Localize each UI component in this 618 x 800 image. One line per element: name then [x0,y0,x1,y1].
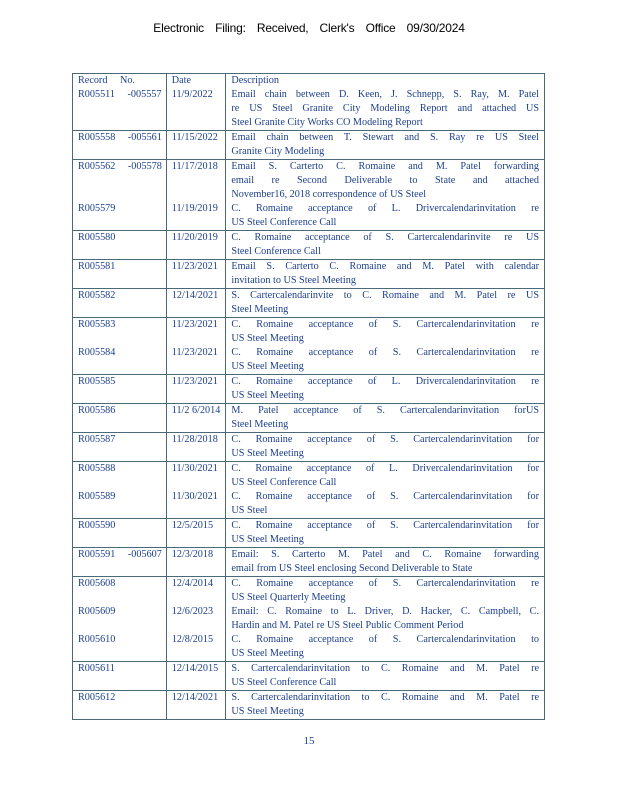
description-line: Granite City Modeling [231,146,325,157]
record-number: R005587 [78,434,116,445]
records-table [72,73,545,720]
description-cell [226,375,545,404]
column-header-description: Description [231,75,279,86]
description-line: re US Steel Granite City Modeling Report and attached US [231,103,539,114]
record-date: 12/6/2023 [171,606,214,617]
description-cell [226,577,545,662]
record-date: 12/14/2021 [171,290,219,301]
spacer [78,447,161,461]
description-line: US Steel Meeting [231,448,304,459]
spacer [78,360,161,374]
record-number: R005608 [78,578,116,589]
record-number: R005590 [78,520,116,531]
record-date: 11/9/2022 [171,89,213,100]
description-line: Steel Granite City Works CO Modeling Report [231,117,423,128]
column-header-record: Record No. [78,75,135,86]
description-line: email from US Steel enclosing Second Deliverable to State [231,563,473,574]
spacer [172,116,221,130]
description-cell [226,131,545,160]
table-row [73,289,545,318]
record-cell [73,548,167,577]
spacer [172,676,221,690]
column-header-date: Date [171,75,191,86]
record-number: R005610 [78,634,116,645]
record-number: R005588 [78,463,116,474]
spacer [78,116,161,130]
spacer [78,332,161,346]
spacer [78,216,161,230]
date-cell [166,662,226,691]
description-cell [226,289,545,318]
record-number: R005585 [78,376,116,387]
date-cell [166,691,226,720]
record-date: 11/30/2021 [171,491,218,502]
record-date: 12/5/2015 [171,520,214,531]
description-cell [226,318,545,375]
description-cell [226,662,545,691]
description-cell [226,548,545,577]
description-line: US Steel Meeting [231,361,304,372]
record-date: 11/17/2018 [171,161,218,172]
record-date: 11/28/2018 [171,434,218,445]
description-cell [226,231,545,260]
record-date: 11/23/2021 [171,376,218,387]
spacer [78,476,161,490]
description-line: US Steel Conference Call [231,677,337,688]
record-cell [73,519,167,548]
spacer [172,619,221,633]
description-line: Steel Meeting [231,419,289,430]
description-line: Email S. Carterto C. Romaine and M. Patel with calendar [231,261,539,272]
description-line: C. Romaine acceptance of S. Cartercalendarinvitation for [231,520,539,531]
record-cell [73,231,167,260]
record-date: 12/14/2021 [171,692,219,703]
table-row [73,74,545,131]
table-row [73,433,545,462]
spacer [78,647,161,661]
record-cell [73,318,167,375]
date-cell [166,74,226,131]
date-cell [166,375,226,404]
spacer [172,504,221,518]
table-row [73,260,545,289]
record-cell [73,404,167,433]
spacer [78,562,161,576]
record-number: R005581 [78,261,116,272]
date-cell [166,519,226,548]
record-number: R005583 [78,319,116,330]
spacer [172,389,221,403]
spacer [172,705,221,719]
table-row [73,131,545,160]
description-line: C. Romaine acceptance of S. Cartercalendarinvitation for [231,491,539,502]
spacer [172,245,221,259]
spacer [78,102,161,116]
description-line: US Steel Meeting [231,706,304,717]
spacer [172,188,221,202]
description-line: S. Cartercalendarinvitation to C. Romaine and M. Patel re [231,663,539,674]
record-date: 12/8/2015 [171,634,214,645]
description-line: C. Romaine acceptance of S. Cartercalendarinvitation for [231,434,539,445]
description-line: US Steel [231,505,268,516]
description-line: email re Second Deliverable to State and attached [231,175,539,186]
records-table-body [73,74,545,720]
spacer [78,303,161,317]
date-cell [166,577,226,662]
description-line: US Steel Conference Call [231,217,337,228]
record-date: 11/23/2021 [171,261,218,272]
description-cell [226,433,545,462]
description-line: C. Romaine acceptance of S. Cartercalendarinvite re US [231,232,539,243]
record-number: R005612 [78,692,116,703]
description-line: C. Romaine acceptance of S. Cartercalendarinvitation to [231,634,539,645]
spacer [172,476,221,490]
record-date: 11/20/2019 [171,232,218,243]
spacer [172,418,221,432]
spacer [78,274,161,288]
description-line: invitation to US Steel Meeting [231,275,356,286]
record-cell [73,691,167,720]
spacer [78,145,161,159]
record-cell [73,662,167,691]
record-number: R005579 [78,203,116,214]
spacer [172,562,221,576]
spacer [172,332,221,346]
date-cell [166,462,226,519]
description-line: M. Patel acceptance of S. Cartercalendarinvitation forUS [231,405,539,416]
description-line: S. Cartercalendarinvitation to C. Romaine and M. Patel re [231,692,539,703]
page-number: 15 [303,735,315,747]
date-cell [166,260,226,289]
spacer [172,360,221,374]
date-cell [166,404,226,433]
description-line: Steel Meeting [231,304,289,315]
table-row [73,160,545,231]
spacer [172,216,221,230]
spacer [172,145,221,159]
record-number: R005582 [78,290,116,301]
description-line: S. Cartercalendarinvite to C. Romaine and M. Patel re US [231,290,539,301]
description-cell [226,519,545,548]
table-row [73,577,545,662]
spacer [78,418,161,432]
record-number: R005591 -005607 [78,549,162,560]
record-cell [73,74,167,131]
table-row [73,462,545,519]
description-line: Email: S. Carterto M. Patel and C. Romaine forwarding [231,549,539,560]
table-row [73,375,545,404]
spacer [78,245,161,259]
spacer [78,188,161,202]
record-number: R005611 [78,663,115,674]
record-number: R005562 -005578 [78,161,162,172]
record-cell [73,131,167,160]
description-line: US Steel Meeting [231,534,304,545]
record-date: 12/3/2018 [171,549,214,560]
record-date: 11/15/2022 [171,132,218,143]
description-line: US Steel Meeting [231,390,304,401]
record-cell [73,260,167,289]
record-date: 11/2 6/2014 [171,405,221,416]
description-cell [226,160,545,231]
table-row [73,231,545,260]
record-cell [73,160,167,231]
record-date: 11/19/2019 [171,203,218,214]
spacer [78,705,161,719]
table-row [73,548,545,577]
record-cell [73,375,167,404]
record-number: R005511 -005557 [78,89,162,100]
spacer [172,533,221,547]
table-row [73,404,545,433]
date-cell [166,160,226,231]
spacer [78,174,161,188]
record-date: 11/23/2021 [171,319,218,330]
spacer [172,102,221,116]
description-line: Email S. Carterto C. Romaine and M. Patel forwarding [231,161,539,172]
record-date: 11/23/2021 [171,347,218,358]
spacer [78,504,161,518]
description-cell [226,404,545,433]
description-line: US Steel Conference Call [231,477,337,488]
description-line: C. Romaine acceptance of L. Drivercalendarinvitation re [231,203,539,214]
spacer [172,447,221,461]
description-line: Email: C. Romaine to L. Driver, D. Hacker, C. Campbell, C. [231,606,539,617]
spacer [172,591,221,605]
table-row [73,519,545,548]
record-number: R005580 [78,232,116,243]
record-number: R005609 [78,606,116,617]
table-row [73,691,545,720]
date-cell [166,318,226,375]
table-row [73,318,545,375]
spacer [172,647,221,661]
record-cell [73,433,167,462]
description-line: Email chain between D. Keen, J. Schnepp, S. Ray, M. Patel [231,89,539,100]
description-line: US Steel Meeting [231,333,304,344]
date-cell [166,289,226,318]
date-cell [166,131,226,160]
description-cell [226,691,545,720]
spacer [172,274,221,288]
spacer [78,619,161,633]
description-line: C. Romaine acceptance of S. Cartercalendarinvitation re [231,347,539,358]
description-line: C. Romaine acceptance of S. Cartercalendarinvitation re [231,319,539,330]
table-row [73,662,545,691]
spacer [78,591,161,605]
date-cell [166,548,226,577]
record-number: R005584 [78,347,116,358]
spacer [172,174,221,188]
record-date: 11/30/2021 [171,463,218,474]
description-line: C. Romaine acceptance of L. Drivercalendarinvitation re [231,376,539,387]
record-cell [73,577,167,662]
spacer [172,303,221,317]
description-line: US Steel Meeting [231,648,304,659]
date-cell [166,433,226,462]
record-date: 12/14/2015 [171,663,219,674]
description-line: C. Romaine acceptance of L. Drivercalendarinvitation for [231,463,539,474]
record-number: R005586 [78,405,116,416]
spacer [78,533,161,547]
description-cell [226,260,545,289]
spacer [78,676,161,690]
description-line: Hardin and M. Patel re US Steel Public Comment Period [231,620,464,631]
record-number: R005558 -005561 [78,132,162,143]
description-line: Email chain between T. Stewart and S. Ray re US Steel [231,132,539,143]
date-cell [166,231,226,260]
spacer [78,389,161,403]
record-number: R005589 [78,491,116,502]
description-line: Steel Conference Call [231,246,321,257]
record-cell [73,462,167,519]
record-date: 12/4/2014 [171,578,214,589]
record-cell [73,289,167,318]
description-line: US Steel Quarterly Meeting [231,592,346,603]
description-line: November16, 2018 correspondence of US Steel [231,189,427,200]
description-cell [226,462,545,519]
description-cell [226,74,545,131]
description-line: C. Romaine acceptance of S. Cartercalendarinvitation re [231,578,539,589]
filing-header: Electronic Filing: Received, Clerk's Office 09/30/2024 [153,21,465,35]
